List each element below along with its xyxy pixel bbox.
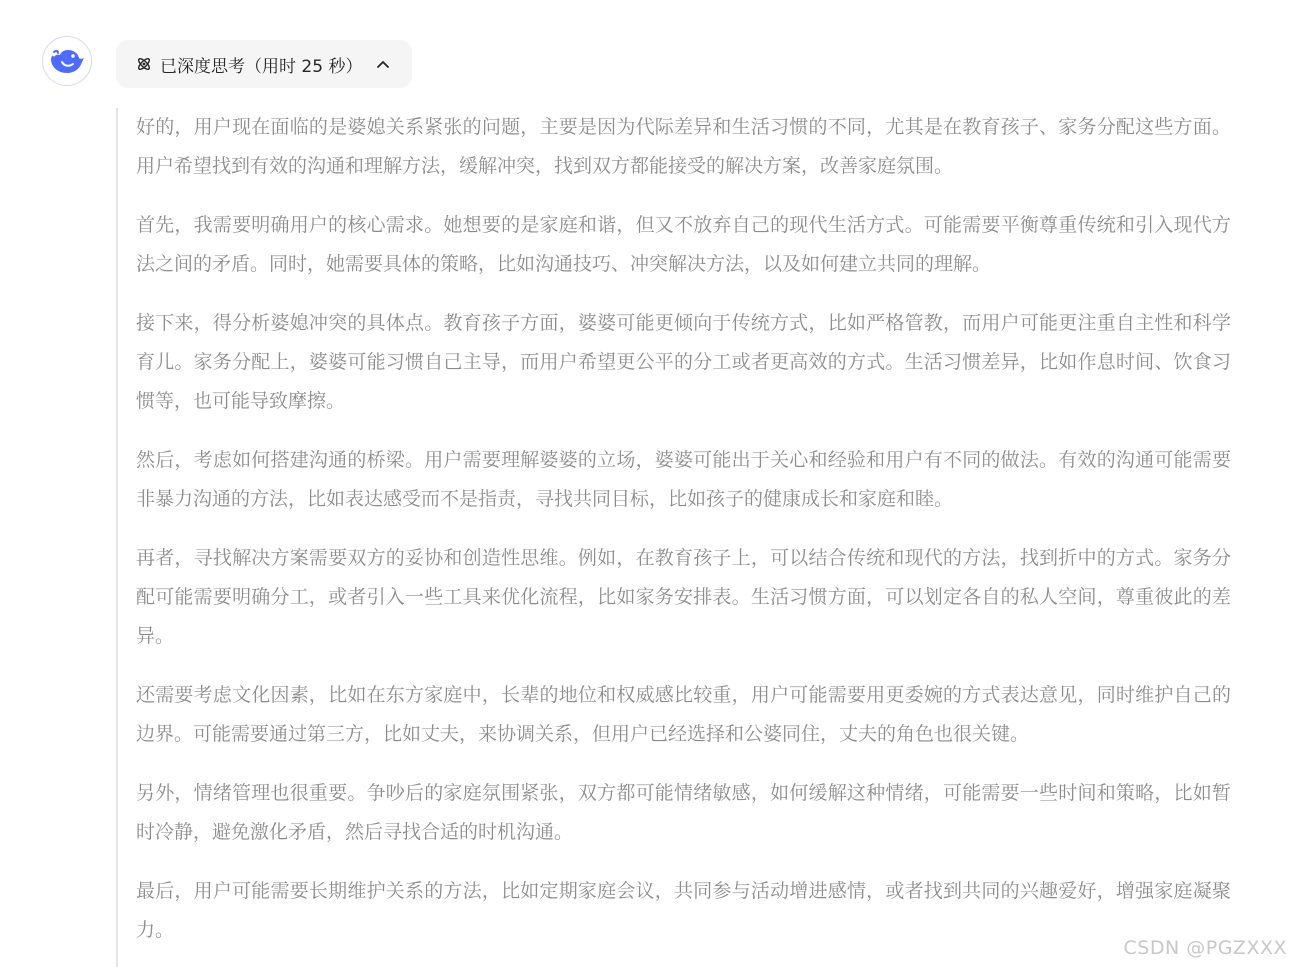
thinking-paragraph: 好的，用户现在面临的是婆媳关系紧张的问题，主要是因为代际差异和生活习惯的不同，尤其是在教育孩子、家务分配这些方面。用户希望找到有效的沟通和理解方法，缓解冲突，找到双方都能接受的解决方案，改善家庭氛围。: [136, 116, 1231, 177]
chevron-up-icon: [376, 59, 390, 69]
csdn-watermark: CSDN @PGZXXX: [1123, 937, 1287, 959]
deepseek-whale-icon: [49, 46, 85, 76]
assistant-avatar: [42, 36, 92, 86]
thinking-paragraph: 另外，情绪管理也很重要。争吵后的家庭氛围紧张，双方都可能情绪敏感，如何缓解这种情绪，可能需要一些时间和策略，比如暂时冷静，避免激化矛盾，然后寻找合适的时机沟通。: [136, 782, 1231, 843]
thinking-paragraph: 首先，我需要明确用户的核心需求。她想要的是家庭和谐，但又不放弃自己的现代生活方式。可能需要平衡尊重传统和引入现代方法之间的矛盾。同时，她需要具体的策略，比如沟通技巧、冲突解决方法，以及如何建立共同的理解。: [136, 214, 1231, 275]
deep-thinking-label: 已深度思考（用时 25 秒）: [160, 56, 363, 77]
thinking-paragraph: 还需要考虑文化因素，比如在东方家庭中，长辈的地位和权威感比较重，用户可能需要用更委婉的方式表达意见，同时维护自己的边界。可能需要通过第三方，比如丈夫，来协调关系，但用户已经选择和公婆同住，丈夫的角色也很关键。: [136, 684, 1231, 745]
thinking-content: [116, 108, 1231, 967]
thinking-paragraph: 接下来，得分析婆媳冲突的具体点。教育孩子方面，婆婆可能更倾向于传统方式，比如严格管教，而用户可能更注重自主性和科学育儿。家务分配上，婆婆可能习惯自己主导，而用户希望更公平的分工或者更高效的方式。生活习惯差异，比如作息时间、饮食习惯等，也可能导致摩擦。: [136, 312, 1231, 412]
thinking-paragraph: 然后，考虑如何搭建沟通的桥梁。用户需要理解婆婆的立场，婆婆可能出于关心和经验和用户有不同的做法。有效的沟通可能需要非暴力沟通的方法，比如表达感受而不是指责，寻找共同目标，比如孩子的健康成长和家庭和睦。: [136, 449, 1231, 510]
deep-thinking-toggle-button[interactable]: [116, 40, 412, 88]
thinking-paragraph: 再者，寻找解决方案需要双方的妥协和创造性思维。例如，在教育孩子上，可以结合传统和现代的方法，找到折中的方式。家务分配可能需要明确分工，或者引入一些工具来优化流程，比如家务安排表。生活习惯方面，可以划定各自的私人空间，尊重彼此的差异。: [136, 547, 1231, 647]
atom-icon: [136, 56, 152, 72]
thinking-paragraph: 最后，用户可能需要长期维护关系的方法，比如定期家庭会议，共同参与活动增进感情，或者找到共同的兴趣爱好，增强家庭凝聚力。: [136, 880, 1231, 941]
